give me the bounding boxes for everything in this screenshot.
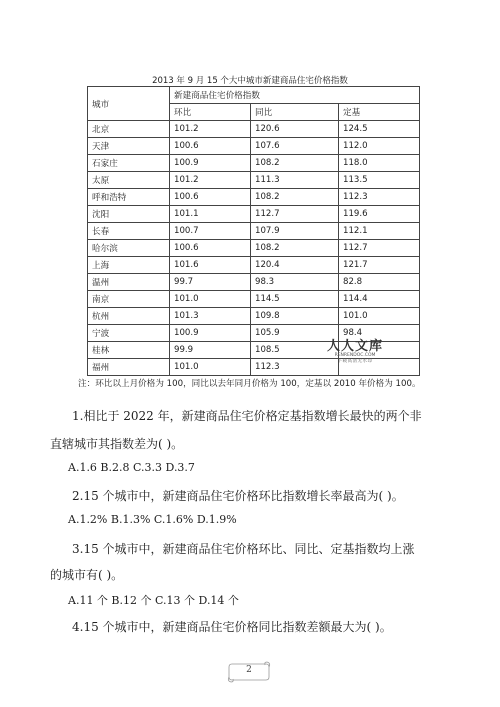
table-row: [88, 240, 420, 257]
cell-mom: 100.6: [170, 138, 251, 155]
table-row: [88, 155, 420, 172]
cell-yoy: 108.5: [251, 342, 339, 359]
cell-yoy: 112.7: [251, 206, 339, 223]
question-4: 4.15 个城市中，新建商品住宅价格同比指数差额最大为( )。: [72, 620, 392, 634]
question-3-line-1: 3.15 个城市中，新建商品住宅价格环比、同比、定基指数均上涨: [72, 542, 415, 556]
cell-city: 天津: [88, 138, 170, 155]
table-row: [88, 274, 420, 291]
cell-yoy: 108.2: [251, 155, 339, 172]
question-1-line-1: 1.相比于 2022 年，新建商品住宅价格定基指数增长最快的两个非: [72, 409, 422, 423]
cell-base: 112.3: [339, 189, 420, 206]
question-1-options: A.1.6 B.2.8 C.3.3 D.3.7: [68, 461, 195, 474]
table-row: [88, 308, 420, 325]
table-row: [88, 223, 420, 240]
table-row: [88, 189, 420, 206]
cell-base: 98.4: [339, 325, 420, 342]
cell-city: 呼和浩特: [88, 189, 170, 206]
table-row: [88, 257, 420, 274]
header-index-group: 新建商品住宅价格指数: [170, 87, 420, 104]
cell-mom: 101.0: [170, 291, 251, 308]
cell-base: 124.5: [339, 121, 420, 138]
page-number-badge: [226, 660, 272, 684]
cell-mom: 101.0: [170, 359, 251, 376]
cell-yoy: 98.3: [251, 274, 339, 291]
cell-city: 上海: [88, 257, 170, 274]
watermark-tagline: 下载高清无水印: [337, 358, 373, 364]
cell-base: 119.6: [339, 206, 420, 223]
cell-city: 哈尔滨: [88, 240, 170, 257]
question-2-options: A.1.2% B.1.3% C.1.6% D.1.9%: [68, 513, 237, 526]
cell-city: 太原: [88, 172, 170, 189]
cell-yoy: 109.8: [251, 308, 339, 325]
table-row: [88, 206, 420, 223]
question-3-line-2: 的城市有( )。: [50, 568, 124, 582]
cell-mom: 100.6: [170, 189, 251, 206]
cell-yoy: 120.4: [251, 257, 339, 274]
header-yoy: 同比: [251, 104, 339, 121]
cell-yoy: 107.6: [251, 138, 339, 155]
question-3-options: A.11 个 B.12 个 C.13 个 D.14 个: [68, 594, 239, 607]
watermark-domain: RENRENDOC.COM: [334, 353, 376, 358]
table-row: [88, 291, 420, 308]
table-title: 2013 年 9 月 15 个大中城市新建商品住宅价格指数: [152, 76, 348, 86]
question-2: 2.15 个城市中，新建商品住宅价格环比指数增长率最高为( )。: [72, 489, 404, 503]
cell-mom: 100.9: [170, 325, 251, 342]
cell-city: 南京: [88, 291, 170, 308]
cell-mom: 101.2: [170, 172, 251, 189]
cell-base: 114.4: [339, 291, 420, 308]
cell-yoy: 111.3: [251, 172, 339, 189]
cell-base: 112.1: [339, 223, 420, 240]
cell-yoy: 120.6: [251, 121, 339, 138]
cell-yoy: 105.9: [251, 325, 339, 342]
watermark-logo: [320, 340, 390, 364]
cell-mom: 99.7: [170, 274, 251, 291]
cell-mom: 100.7: [170, 223, 251, 240]
cell-base: 121.7: [339, 257, 420, 274]
cell-yoy: 108.2: [251, 240, 339, 257]
cell-base: 112.0: [339, 138, 420, 155]
page-number: 2: [246, 665, 252, 675]
cell-mom: 101.1: [170, 206, 251, 223]
cell-mom: 99.9: [170, 342, 251, 359]
table-row: [88, 172, 420, 189]
cell-yoy: 114.5: [251, 291, 339, 308]
cell-yoy: 112.3: [251, 359, 339, 376]
cell-base: 112.7: [339, 240, 420, 257]
cell-city: 桂林: [88, 342, 170, 359]
cell-yoy: 107.9: [251, 223, 339, 240]
cell-city: 沈阳: [88, 206, 170, 223]
table-row: [88, 121, 420, 138]
header-base: 定基: [339, 104, 420, 121]
watermark-title: 人人文库: [326, 339, 383, 354]
header-city: 城市: [88, 87, 170, 121]
table-note: 注：环比以上月价格为 100，同比以去年同月价格为 100，定基以 2010 年价格为 100。: [78, 379, 421, 389]
cell-city: 石家庄: [88, 155, 170, 172]
cell-city: 福州: [88, 359, 170, 376]
cell-mom: 101.2: [170, 121, 251, 138]
cell-base: 82.8: [339, 274, 420, 291]
cell-mom: 101.3: [170, 308, 251, 325]
cell-city: 杭州: [88, 308, 170, 325]
question-1-line-2: 直辖城市其指数差为( )。: [50, 437, 184, 451]
table-row: [88, 138, 420, 155]
cell-city: 温州: [88, 274, 170, 291]
cell-mom: 100.9: [170, 155, 251, 172]
cell-yoy: 108.2: [251, 189, 339, 206]
cell-city: 长春: [88, 223, 170, 240]
cell-mom: 100.6: [170, 240, 251, 257]
cell-city: 北京: [88, 121, 170, 138]
cell-base: 113.5: [339, 172, 420, 189]
cell-city: 宁波: [88, 325, 170, 342]
cell-mom: 101.6: [170, 257, 251, 274]
cell-base: 118.0: [339, 155, 420, 172]
price-index-table: [87, 86, 420, 376]
header-mom: 环比: [170, 104, 251, 121]
cell-base: 101.0: [339, 308, 420, 325]
